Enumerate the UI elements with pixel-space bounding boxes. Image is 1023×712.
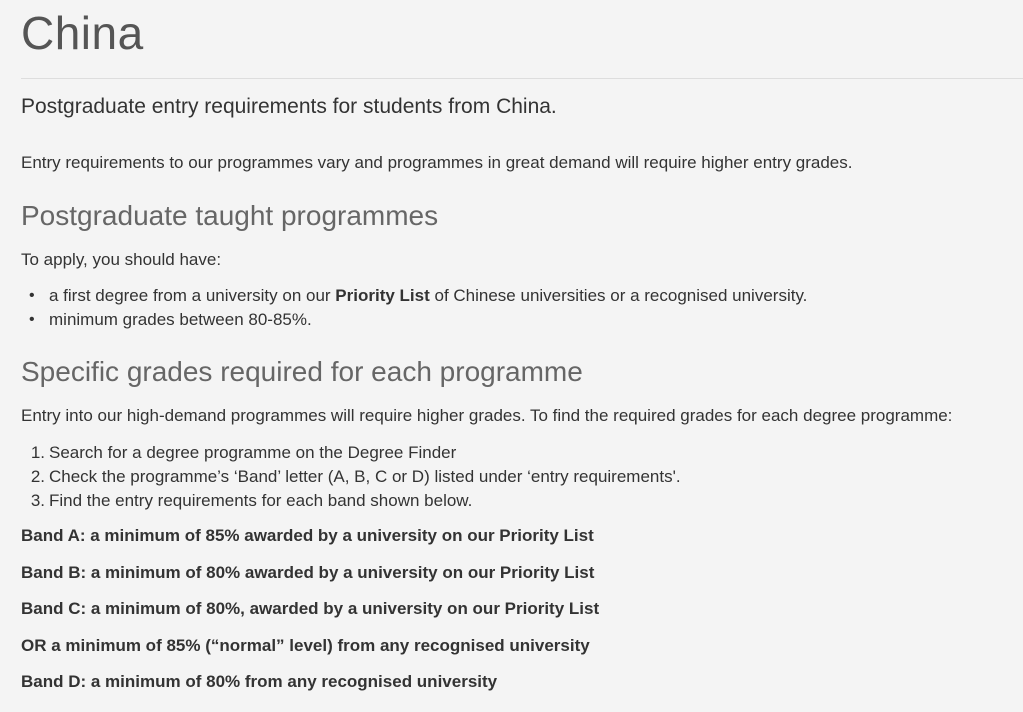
step-text: Search for a degree programme on the Degree Finder xyxy=(49,443,457,462)
step-number: 1. xyxy=(30,443,45,462)
bullet-text: minimum grades between 80-85%. xyxy=(49,310,312,329)
list-item xyxy=(21,441,681,465)
step-number: 3. xyxy=(30,491,45,510)
band-b: Band B: a minimum of 80% awarded by a university on our Priority List xyxy=(21,563,595,582)
steps-list xyxy=(21,441,681,513)
intro-text: Postgraduate entry requirements for students from China. xyxy=(21,95,557,118)
specific-lead: Entry into our high-demand programmes will require higher grades. To find the required grades for each degree programme: xyxy=(21,406,953,425)
step-text: Check the programme’s ‘Band’ letter (A, B, C or D) listed under ‘entry requirements'. xyxy=(49,467,681,486)
title-divider xyxy=(21,78,1023,79)
band-c: Band C: a minimum of 80%, awarded by a university on our Priority List xyxy=(21,599,600,618)
list-item xyxy=(21,465,681,489)
list-item xyxy=(21,284,807,308)
page-title: China xyxy=(21,7,144,59)
priority-list-term: Priority List xyxy=(335,286,430,305)
list-item xyxy=(21,308,807,332)
band-c-alternative: OR a minimum of 85% (“normal” level) from any recognised university xyxy=(21,636,590,655)
band-a: Band A: a minimum of 85% awarded by a university on our Priority List xyxy=(21,526,594,545)
list-item xyxy=(21,489,681,513)
taught-bullet-list xyxy=(21,284,807,332)
bullet-text-after: of Chinese universities or a recognised university. xyxy=(429,286,808,305)
taught-lead: To apply, you should have: xyxy=(21,250,222,269)
requirements-note: Entry requirements to our programmes vary and programmes in great demand will require higher entry grades. xyxy=(21,153,853,172)
specific-heading: Specific grades required for each programme xyxy=(21,356,583,387)
step-number: 2. xyxy=(30,467,45,486)
bullet-text-before: a first degree from a university on our xyxy=(49,286,336,305)
taught-heading: Postgraduate taught programmes xyxy=(21,200,439,231)
step-text: Find the entry requirements for each band shown below. xyxy=(49,491,473,510)
band-d: Band D: a minimum of 80% from any recognised university xyxy=(21,672,498,691)
